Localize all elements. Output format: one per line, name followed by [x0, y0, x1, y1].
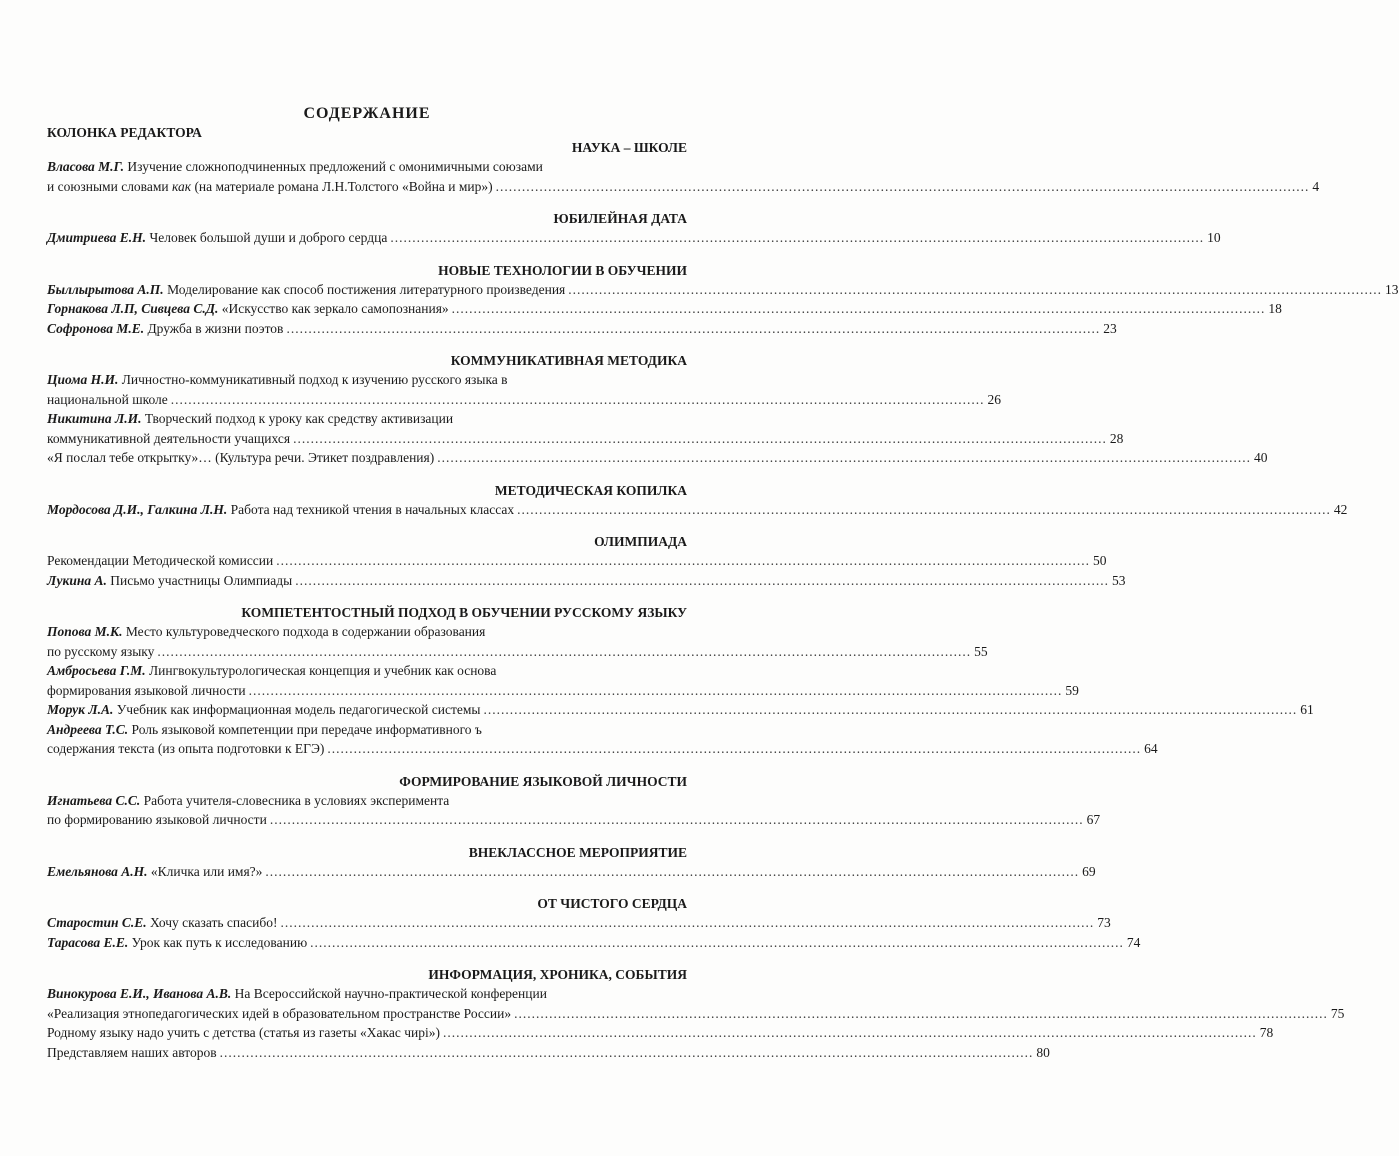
entry-text — [47, 157, 543, 177]
entry-text — [47, 1023, 440, 1043]
entry-title: «Кличка или имя?» — [147, 863, 263, 879]
entry-title: Работа учителя-словесника в условиях эксперимента — [140, 792, 450, 808]
dot-leader — [483, 700, 1297, 720]
toc-entry-line[interactable] — [47, 429, 1124, 449]
entry-author: Циома Н.И. — [47, 372, 119, 387]
entry-title: Роль языковой компетенции при передаче информативного ъ — [128, 721, 482, 737]
dot-leader — [220, 1043, 1034, 1063]
toc-entry-line[interactable] — [47, 409, 687, 429]
entry-author: Дмитриева Е.Н. — [47, 230, 147, 245]
toc-entry-line[interactable] — [47, 177, 1320, 197]
section-heading: ЮБИЛЕЙНАЯ ДАТА — [553, 211, 687, 226]
entry-title: формирования языковой личности — [47, 682, 246, 698]
page-number: 13 — [1385, 281, 1399, 297]
entry-title: Изучение сложноподчиненных предложений с омонимичными союзами — [124, 159, 543, 174]
entry-text — [47, 661, 496, 681]
toc-entry-line[interactable] — [47, 500, 1348, 520]
entry-author: Никитина Л.И. — [47, 411, 142, 426]
entry-title: На Всероссийской научно-практической конференции — [231, 986, 547, 1001]
entry-author: Тарасова Е.Е. — [47, 934, 129, 950]
page-number: 78 — [1259, 1025, 1274, 1040]
toc-entry-line[interactable] — [47, 642, 988, 662]
entry-text — [47, 720, 482, 740]
toc-entry-line[interactable] — [47, 299, 1282, 319]
entry-title: «Я послал тебе открытку»… (Культура речи. Этикет поздравления) — [47, 450, 435, 465]
toc-entry-line[interactable] — [47, 622, 687, 642]
page-number: 64 — [1144, 741, 1158, 756]
dot-leader — [437, 448, 1251, 468]
toc-entry-line[interactable] — [47, 810, 1101, 830]
entry-title: по русскому языку — [47, 643, 155, 659]
toc-entry-line[interactable] — [47, 720, 687, 740]
toc-sections — [47, 139, 1399, 1062]
section-heading: ОТ ЧИСТОГО СЕРДЦА — [537, 896, 687, 911]
dot-leader — [171, 390, 985, 410]
entry-text — [47, 1043, 217, 1063]
entry-title: Представляем наших авторов — [47, 1044, 217, 1060]
entry-author: Софронова М.Е. — [47, 320, 145, 336]
entry-text — [47, 739, 324, 759]
page-number: 74 — [1126, 934, 1141, 950]
dot-leader — [496, 177, 1310, 197]
entry-title: Лингвокультурологическая концепция и учебник как основа — [145, 663, 497, 678]
entry-text — [47, 370, 508, 390]
entry-text — [47, 642, 154, 662]
toc-entry-line[interactable] — [47, 370, 687, 390]
page-number: 61 — [1300, 702, 1314, 717]
entry-text — [47, 280, 565, 300]
dot-leader — [286, 319, 1100, 339]
entry-author: Власова М.Г. — [47, 159, 125, 174]
entry-text — [47, 429, 290, 449]
section-heading: ФОРМИРОВАНИЕ ЯЗЫКОВОЙ ЛИЧНОСТИ — [399, 773, 687, 789]
entry-title: Личностно-коммуникативный подход к изучению русского языка в — [118, 372, 508, 387]
entry-title-cont: (на материале романа Л.Н.Толстого «Война и мир») — [191, 178, 493, 194]
page-number: 55 — [974, 643, 988, 659]
entry-text — [47, 862, 262, 882]
toc-entry-line[interactable] — [47, 280, 1399, 300]
entry-title: национальной школе — [47, 391, 168, 407]
entry-title: Дружба в жизни поэтов — [144, 320, 284, 336]
toc-entry-line[interactable] — [47, 700, 1314, 720]
entry-author: Горнакова Л.П, Сивцева С.Д. — [47, 301, 219, 316]
entry-title: Рекомендации Методической комиссии — [47, 553, 274, 568]
toc-entry-line[interactable] — [47, 913, 1111, 933]
entry-text — [47, 791, 449, 811]
entry-title: Человек большой души и доброго сердца — [146, 230, 388, 245]
section-heading: ИНФОРМАЦИЯ, ХРОНИКА, СОБЫТИЯ — [428, 967, 687, 982]
entry-text — [47, 933, 307, 953]
page-number: 42 — [1333, 501, 1348, 517]
toc-entry-line[interactable] — [47, 319, 1117, 339]
toc-entry-line[interactable] — [47, 1023, 1274, 1043]
toc-entry-line[interactable] — [47, 984, 687, 1004]
entry-title: коммуникативной деятельности учащихся — [47, 430, 291, 446]
page-number: 59 — [1065, 682, 1079, 698]
entry-text — [47, 228, 387, 248]
entry-title: по формированию языковой личности — [47, 812, 267, 827]
entry-text — [47, 299, 449, 319]
dot-leader — [249, 681, 1063, 701]
editor-column-heading: КОЛОНКА РЕДАКТОРА — [47, 125, 202, 140]
entry-author: Лукина А. — [47, 572, 107, 588]
entry-text — [47, 390, 168, 410]
page-number: 18 — [1268, 301, 1282, 316]
page-number: 67 — [1086, 812, 1101, 827]
section-heading: НАУКА – ШКОЛЕ — [571, 140, 687, 155]
page-number: 4 — [1312, 178, 1320, 194]
entry-text — [47, 177, 493, 197]
section-heading: МЕТОДИЧЕСКАЯ КОПИЛКА — [494, 482, 687, 498]
entry-text — [47, 913, 277, 933]
dot-leader — [390, 228, 1204, 248]
entry-title: содержания текста (из опыта подготовки к ЕГЭ) — [47, 741, 325, 756]
entry-text — [47, 1004, 511, 1024]
entry-title: Письмо участницы Олимпиады — [106, 572, 293, 588]
toc-entry-line[interactable] — [47, 681, 1079, 701]
entry-text — [47, 571, 292, 591]
page-number: 10 — [1207, 230, 1221, 245]
toc-entry-line[interactable] — [47, 739, 1158, 759]
entry-author: Быллырытова А.П. — [47, 281, 164, 297]
dot-leader — [443, 1023, 1257, 1043]
dot-leader — [514, 1004, 1328, 1024]
entry-author: Андреева Т.С. — [47, 721, 129, 737]
entry-author: Мордосова Д.И., Галкина Л.Н. — [47, 501, 228, 517]
entry-text — [47, 681, 246, 701]
section-heading: НОВЫЕ ТЕХНОЛОГИИ В ОБУЧЕНИИ — [438, 262, 687, 278]
page-number: 69 — [1082, 863, 1096, 879]
page-number: 40 — [1253, 450, 1268, 465]
dot-leader — [280, 913, 1094, 933]
table-of-contents — [47, 103, 1399, 1062]
page-number: 26 — [987, 391, 1002, 407]
dot-leader — [157, 642, 971, 662]
section-heading: ОЛИМПИАДА — [594, 534, 687, 549]
toc-entry-line[interactable] — [47, 390, 1002, 410]
entry-author: Емельянова А.Н. — [47, 863, 148, 879]
dot-leader — [270, 810, 1084, 830]
entry-title: Урок как путь к исследованию — [128, 934, 308, 950]
section-heading: КОММУНИКАТИВНАЯ МЕТОДИКА — [450, 353, 687, 368]
dot-leader — [568, 280, 1382, 300]
toc-entry-line[interactable] — [47, 228, 1221, 248]
dot-leader — [276, 551, 1090, 571]
page-number: 53 — [1111, 572, 1126, 588]
entry-text — [47, 984, 547, 1004]
page-title: СОДЕРЖАНИЕ — [303, 105, 431, 122]
dot-leader — [295, 571, 1109, 591]
entry-text — [47, 551, 273, 571]
dot-leader — [310, 933, 1124, 953]
page-number: 23 — [1103, 320, 1117, 336]
entry-author: Старостин С.Е. — [47, 915, 147, 930]
page-number: 75 — [1330, 1005, 1345, 1021]
section-heading: ВНЕКЛАССНОЕ МЕРОПРИЯТИЕ — [468, 844, 687, 860]
entry-author: Игнатьева С.С. — [47, 792, 141, 808]
entry-text — [47, 810, 267, 830]
entry-text — [47, 500, 514, 520]
section-heading: КОМПЕТЕНТОСТНЫЙ ПОДХОД В ОБУЧЕНИИ РУССКОМУ ЯЗЫКУ — [241, 605, 687, 620]
toc-entry-line[interactable] — [47, 571, 1126, 591]
dot-leader — [327, 739, 1141, 759]
entry-title: Работа над техникой чтения в начальных классах — [227, 501, 515, 517]
entry-title: Моделирование как способ постижения литературного произведения — [163, 281, 566, 297]
entry-title: Творческий подход к уроку как средству активизации — [141, 411, 454, 426]
entry-text — [47, 622, 485, 642]
page-number: 28 — [1109, 430, 1124, 446]
entry-title: Место культуроведческого подхода в содержании образования — [122, 624, 486, 639]
toc-entry-line[interactable] — [47, 791, 687, 811]
entry-text — [47, 448, 434, 468]
page-number: 50 — [1093, 553, 1107, 568]
toc-entry-line[interactable] — [47, 1004, 1345, 1024]
toc-entry-line[interactable] — [47, 933, 1141, 953]
entry-title: Хочу сказать спасибо! — [146, 915, 278, 930]
entry-title: Родному языку надо учить с детства (статья из газеты «Хакас чирi») — [47, 1025, 440, 1040]
entry-text — [47, 409, 453, 429]
entry-text — [47, 700, 480, 720]
entry-author: Винокурова Е.И., Иванова А.В. — [47, 986, 232, 1001]
entry-author: Морук Л.А. — [47, 702, 114, 717]
toc-entry-line[interactable] — [47, 157, 687, 177]
dot-leader — [452, 299, 1266, 319]
dot-leader — [517, 500, 1331, 520]
toc-entry-line[interactable] — [47, 862, 1096, 882]
toc-entry-line[interactable] — [47, 551, 1107, 571]
entry-title: Учебник как информационная модель педагогической системы — [113, 702, 481, 717]
dot-leader — [265, 862, 1079, 882]
toc-entry-line[interactable] — [47, 661, 687, 681]
entry-emphasis: как — [172, 178, 192, 194]
entry-title: «Реализация этнопедагогических идей в образовательном пространстве России» — [47, 1005, 512, 1021]
entry-title: «Искусство как зеркало самопознания» — [218, 301, 449, 316]
entry-author: Амбросьева Г.М. — [47, 663, 146, 678]
entry-author: Попова М.К. — [47, 624, 123, 639]
entry-text — [47, 319, 283, 339]
page-number: 73 — [1097, 915, 1111, 930]
dot-leader — [293, 429, 1107, 449]
page-number: 80 — [1036, 1044, 1050, 1060]
toc-entry-line[interactable] — [47, 448, 1268, 468]
entry-title: и союзными словами — [47, 178, 173, 194]
toc-entry-line[interactable] — [47, 1043, 1050, 1063]
